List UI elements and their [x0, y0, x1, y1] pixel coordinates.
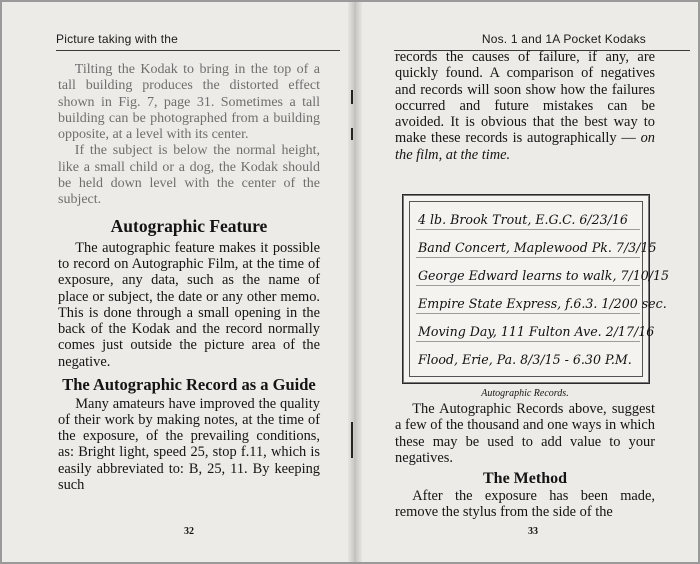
right-page-body-bottom [395, 401, 655, 521]
page-number-left: 32 [184, 526, 194, 537]
paragraph-guide: Many amateurs have improved the quality of their work by making notes, at the time of the exposure, of the prevailing conditions, as: Bright light, speed 25, stop f.11, which is easily abbreviated to: B, 25, 11. By keeping such [58, 395, 320, 494]
record-underline [416, 285, 640, 286]
paragraph-top [395, 49, 655, 163]
paragraph-top-text: records the causes of failure, if any, are quickly found. A comparison of negatives and records will soon show how the failures occurred and future mistakes can be avoided. It is obvious that the best way to make these records is autographically — [395, 49, 655, 147]
running-head-right: Nos. 1 and 1A Pocket Kodaks [481, 32, 646, 46]
faded-text-block [58, 62, 320, 209]
right-page [362, 2, 698, 562]
header-rule [56, 50, 340, 51]
record-line: George Edward learns to walk, 7/10/15 [418, 268, 669, 283]
record-underline [416, 341, 640, 342]
paragraph-feature: The autographic feature makes it possible to record on Autographic Film, at the time of exposure, any data, such as the name of place or subject, the date or any other memo. This is done through a small opening in the back of the Kodak and the record normally comes just outside the picture area of the negative. [58, 239, 320, 370]
record-line: 4 lb. Brook Trout, E.G.C. 6/23/16 [418, 212, 628, 227]
record-underline [416, 313, 640, 314]
heading-autographic-feature: Autographic Feature [110, 215, 268, 236]
paragraph-method: After the exposure has been made, remove the stylus from the side of the [395, 488, 655, 521]
running-head-left: Picture taking with the [56, 32, 178, 46]
paragraph-after-figure: The Autographic Records above, suggest a few of the thousand and one ways in which these may be used to add value to your negatives. [395, 401, 655, 466]
record-line: Flood, Erie, Pa. 8/3/15 - 6.30 P.M. [418, 352, 632, 367]
heading-method: The Method [483, 470, 567, 488]
binding-stitch [351, 128, 353, 140]
binding-stitch [351, 90, 353, 104]
heading-record-guide: The Autographic Record as a Guide [62, 375, 316, 395]
record-line: Empire State Express, f.6.3. 1/200 sec. [418, 296, 667, 311]
right-page-body-top [395, 49, 655, 163]
record-underline [416, 257, 640, 258]
autographic-records-figure [402, 194, 669, 384]
record-line: Moving Day, 111 Fulton Ave. 2/17/16 [418, 324, 655, 339]
record-underline [416, 229, 640, 230]
figure-inner-border [409, 201, 669, 377]
paragraph-top-italic: on the film, at the time. [395, 130, 655, 163]
book-spread [2, 2, 698, 562]
page-number-right: 33 [528, 526, 538, 537]
faded-paragraph: If the subject is below the normal height, like a small child or a dog, the Kodak should be held down level with the center of the subject. [58, 143, 320, 208]
faded-paragraph: Tilting the Kodak to bring in the top of a tall building produces the distorted effect shown in Fig. 7, page 31. Sometimes a tall building can be photographed from a building opposite, at a level with its center. [58, 62, 320, 143]
figure-caption: Autographic Records. [481, 388, 569, 399]
left-page [2, 2, 348, 562]
record-line: Band Concert, Maplewood Pk. 7/3/15 [418, 240, 657, 255]
binding-stitch [351, 422, 353, 458]
book-gutter [348, 2, 362, 562]
left-page-body [58, 62, 320, 493]
